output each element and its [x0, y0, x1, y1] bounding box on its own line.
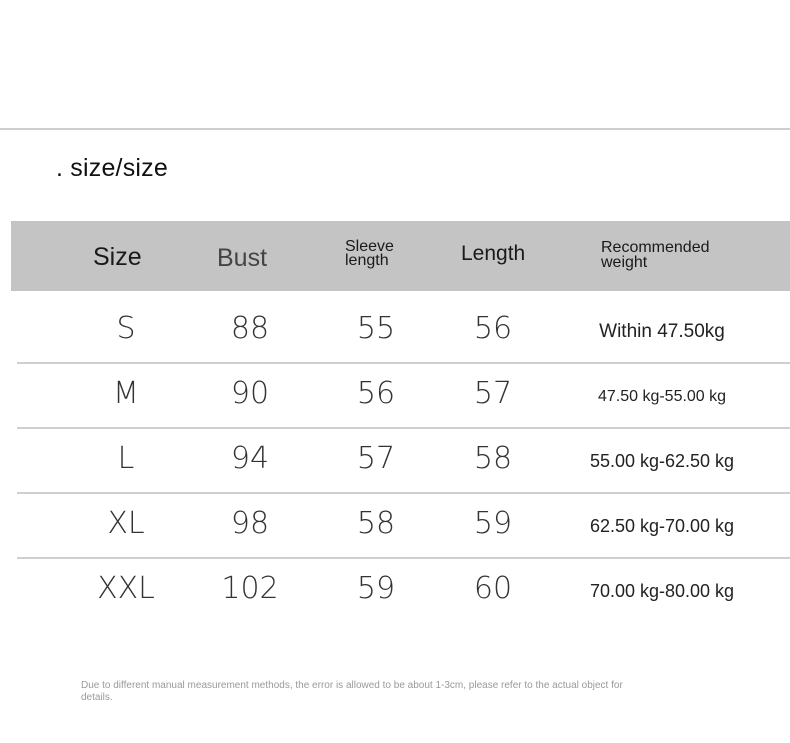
cell-bust: 90	[230, 376, 270, 411]
header-recommended-weight: Recommended weight	[601, 239, 710, 271]
cell-weight: 70.00 kg-80.00 kg	[589, 581, 735, 601]
top-divider	[0, 128, 790, 130]
cell-sleeve: 55	[356, 311, 396, 346]
cell-length: 58	[473, 441, 513, 476]
cell-size: M	[113, 376, 139, 411]
row-divider	[17, 492, 790, 494]
cell-length: 57	[473, 376, 513, 411]
cell-bust: 88	[230, 311, 270, 346]
cell-sleeve: 56	[356, 376, 396, 411]
row-divider	[17, 362, 790, 364]
cell-weight: 55.00 kg-62.50 kg	[589, 451, 735, 471]
cell-sleeve: 57	[356, 441, 396, 476]
cell-bust: 98	[230, 506, 270, 541]
header-bust: Bust	[217, 244, 268, 272]
cell-bust: 94	[230, 441, 270, 476]
cell-weight: 62.50 kg-70.00 kg	[589, 516, 735, 536]
cell-bust: 102	[221, 571, 279, 606]
cell-size: S	[116, 311, 136, 346]
cell-size: XL	[107, 506, 145, 541]
row-divider	[17, 557, 790, 559]
measurement-note: Due to different manual measurement methods, the error is allowed to be about 1-3cm, please refer to the actual object for details.	[81, 680, 623, 703]
cell-sleeve: 58	[356, 506, 396, 541]
cell-length: 59	[473, 506, 513, 541]
header-length: Length	[461, 242, 526, 265]
cell-size: L	[117, 441, 135, 476]
cell-sleeve: 59	[356, 571, 396, 606]
cell-weight: Within 47.50kg	[599, 321, 725, 342]
cell-size: XXL	[97, 571, 155, 606]
row-divider	[17, 427, 790, 429]
cell-length: 56	[473, 311, 513, 346]
cell-weight: 47.50 kg-55.00 kg	[597, 388, 727, 405]
section-title: . size/size	[56, 154, 168, 182]
header-size: Size	[93, 243, 142, 271]
cell-length: 60	[473, 571, 513, 606]
header-sleeve-length: Sleeve length	[345, 238, 394, 269]
